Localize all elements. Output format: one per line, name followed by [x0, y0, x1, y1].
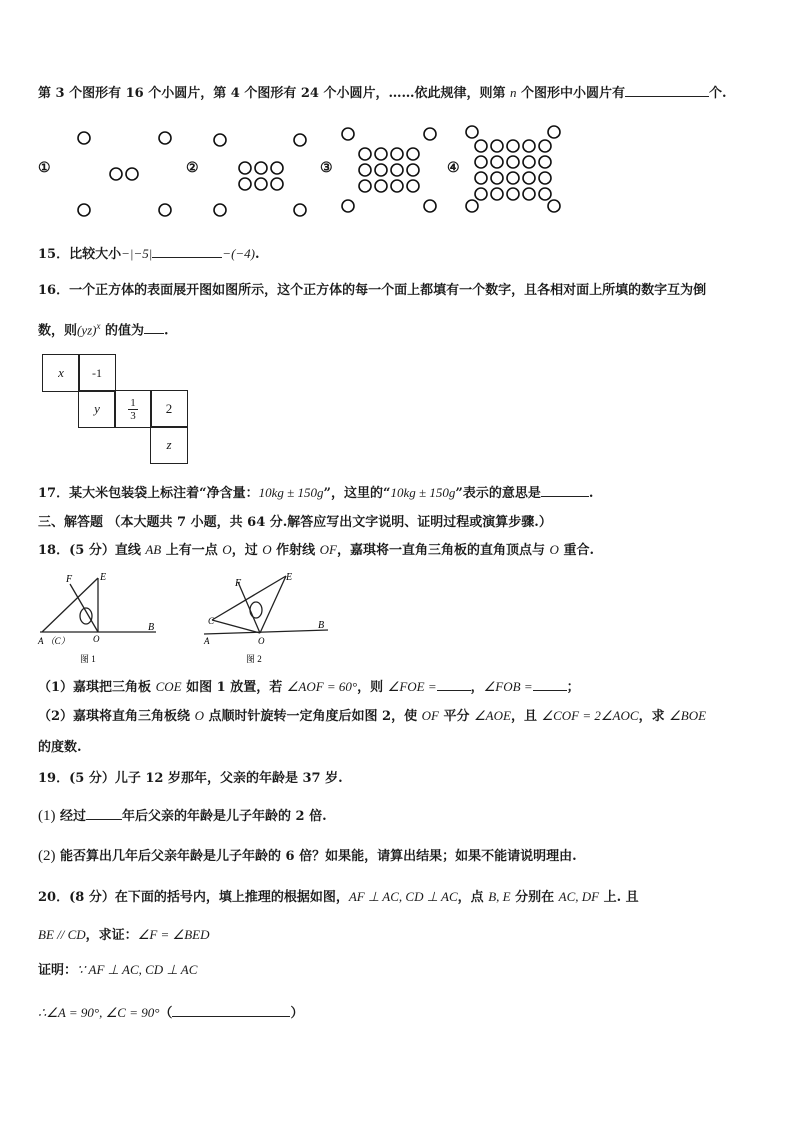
- fig1-label-b: B: [148, 622, 155, 633]
- answer-blank[interactable]: [625, 84, 709, 97]
- geometry-figure-1: [36, 570, 166, 670]
- figure-label-4: ④: [447, 160, 460, 176]
- answer-blank[interactable]: [533, 678, 567, 691]
- q20-proof-line2: ∴∠A = 90°, ∠C = 90°（ ）: [38, 1005, 304, 1021]
- fig1-label-o: O: [93, 634, 100, 644]
- figure-label-1: ①: [38, 160, 51, 176]
- section-heading: 三、解答题 （本大题共 7 小题，共 64 分.解答应写出文字说明、证明过程或演算步骤.）: [38, 515, 552, 530]
- fig1-caption: 图 1: [80, 654, 96, 664]
- answer-blank[interactable]: [541, 484, 589, 497]
- answer-blank[interactable]: [144, 321, 164, 334]
- q20-heading: 20．(8 分）在下面的括号内，填上推理的根据如图，AF ⊥ AC, CD ⊥ AC，点 B, E 分别在 AC, DF 上. 且: [38, 889, 639, 905]
- reason-blank[interactable]: [172, 1004, 290, 1017]
- net-cell-y: y: [78, 390, 116, 428]
- fig1-label-e: E: [100, 572, 107, 583]
- q15-text: 15．比较大小−|−5| −(−4).: [38, 246, 260, 262]
- fig1-label-f: F: [66, 574, 73, 585]
- q19-part2: (2) 能否算出几年后父亲年龄是儿子年龄的 6 倍？如果能，请算出结果；如果不能请说明理由.: [38, 848, 577, 864]
- fig2-label-a: A: [204, 636, 210, 646]
- answer-blank[interactable]: [152, 245, 222, 258]
- q16-line1: 16．一个正方体的表面展开图如图所示，这个正方体的每一个面上都填有一个数字，且各相对面上所填的数字互为倒: [38, 283, 707, 298]
- net-cell-neg1: -1: [78, 354, 116, 392]
- q20-proof-line1: 证明：∵ AF ⊥ AC, CD ⊥ AC: [38, 962, 198, 978]
- q18-part2: （2）嘉琪将直角三角板绕 O 点顺时针旋转一定角度后如图 2，使 OF 平分 ∠AOE，且 ∠COF = 2∠AOC，求 ∠BOE: [38, 708, 707, 724]
- fig1-label-a: A （C）: [38, 636, 70, 646]
- net-cell-two: 2: [150, 390, 188, 428]
- q19-part1: (1) 经过 年后父亲的年龄是儿子年龄的 2 倍.: [38, 808, 327, 824]
- q14-text: 第 3 个图形有 16 个小圆片，第 4 个图形有 24 个小圆片，……依此规律，则第 n 个图形中小圆片有 个.: [38, 85, 727, 101]
- q18-heading: 18．(5 分）直线 AB 上有一点 O，过 O 作射线 OF，嘉琪将一直角三角板的直角顶点与 O 重合.: [38, 542, 594, 558]
- net-cell-fraction: 1 3: [114, 390, 152, 428]
- answer-blank[interactable]: [86, 807, 122, 820]
- geometry-figure-2: [200, 570, 340, 670]
- q17-text: 17．某大米包装袋上标注着“净含量：10kg ± 150g”，这里的“10kg ± 150g”表示的意思是 .: [38, 485, 594, 501]
- net-cell-z: z: [150, 426, 188, 464]
- cube-net: [42, 354, 192, 466]
- fig2-label-b: B: [318, 620, 325, 631]
- q16-line2: 数，则(yz)$^x$ 的值为 .: [38, 321, 169, 339]
- fig2-label-o: O: [258, 636, 265, 646]
- net-cell-x: x: [42, 354, 80, 392]
- q18-part1: （1）嘉琪把三角板 COE 如图 1 放置，若 ∠AOF = 60°，则 ∠FOE = ，∠FOB = ；: [38, 679, 580, 695]
- q20-line2: BE // CD，求证：∠F = ∠BED: [38, 927, 210, 943]
- q19-heading: 19．(5 分）儿子 12 岁那年，父亲的年龄是 37 岁.: [38, 771, 343, 786]
- fig2-label-e: E: [286, 572, 293, 583]
- figure-label-3: ③: [320, 160, 333, 176]
- q18-part2-cont: 的度数.: [38, 740, 82, 755]
- fig2-label-c: C: [208, 616, 215, 626]
- answer-blank[interactable]: [437, 678, 471, 691]
- circle-pattern-figure: [30, 120, 590, 220]
- fig2-label-f: F: [235, 578, 242, 589]
- fig2-caption: 图 2: [246, 654, 262, 664]
- figure-label-2: ②: [186, 160, 199, 176]
